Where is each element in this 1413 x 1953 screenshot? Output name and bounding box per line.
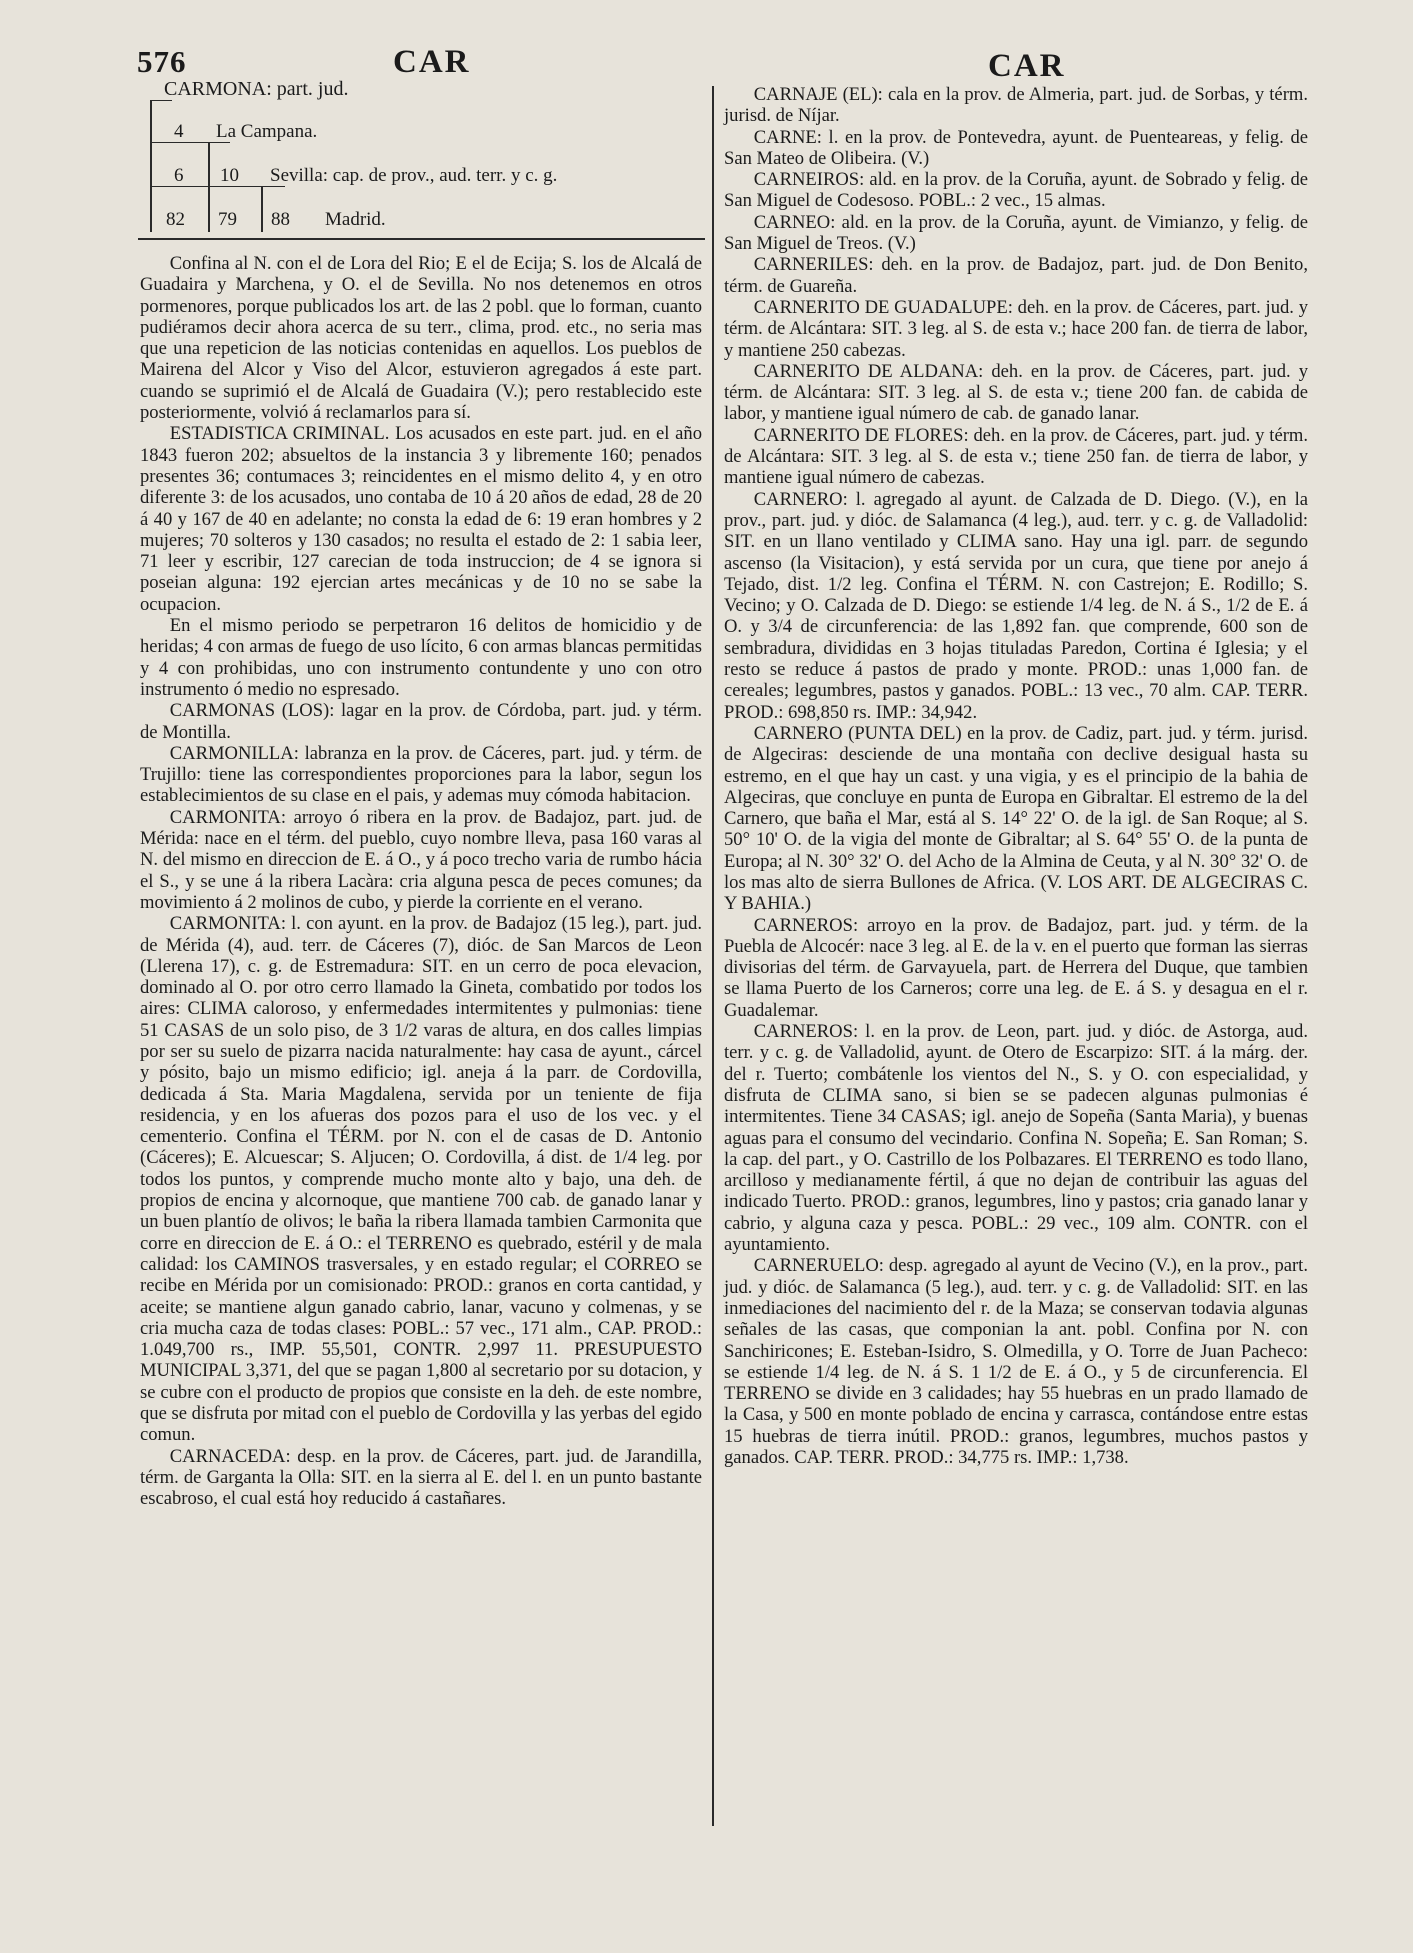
entry-paragraph: CARNEO: ald. en la prov. de la Coruña, ayunt. de Vimianzo, y felig. de San Miguel de Treos. (V.)	[724, 211, 1308, 255]
row2-number-1: 6	[174, 165, 184, 186]
row3-number-3: 88	[271, 209, 290, 230]
table-rule-v3	[261, 186, 263, 232]
entry-paragraph: CARNAJE (EL): cala en la prov. de Almeria, part. jud. de Sorbas, y térm. jurisd. de Níjar.	[724, 84, 1308, 127]
row1-number: 4	[174, 121, 184, 142]
table-rule-h1	[150, 100, 172, 101]
entry-paragraph: CARNERITO DE FLORES: deh. en la prov. de Cáceres, part. jud. y térm. de Alcántara: SIT. 3 leg. al S. de esta v.; tiene 250 fan. de tierra de labor, y mantiene igual número de cabezas.	[724, 424, 1308, 489]
entry-paragraph: CARMONILLA: labranza en la prov. de Cáceres, part. jud. y térm. de Trujillo: tiene las correspondientes proporciones para la labor, segun los establecimientos de su clase en el pais, y ademas muy cómoda habitacion.	[140, 742, 702, 807]
table-rule-v2	[208, 142, 210, 232]
left-heading: CAR	[393, 44, 471, 80]
right-heading: CAR	[988, 48, 1066, 84]
page-number: 576	[137, 44, 187, 79]
entry-paragraph: CARMONAS (LOS): lagar en la prov. de Córdoba, part. jud. y térm. de Montilla.	[140, 700, 702, 743]
entry-paragraph: ESTADISTICA CRIMINAL. Los acusados en este part. jud. en el año 1843 fueron 202; absueltos de la instancia 3 y libremente 160; penados presentes 36; contumaces 3; reincidentes en el mismo delito 4, y en otro diferente 3: de los acusados, uno contaba de 10 á 20 años de edad, 28 de 20 á 40 y 167 de 40 en adelante; no consta la edad de 6: 19 eran hombres y 2 mujeres; 70 solteros y 130 casados; no resulta el estado de 2: 1 sabia leer, 71 leer y escribir, 127 carecian de toda instruccion; de 4 se ignora si poseian alguna: 192 ejercian artes mecánicas y de 10 no se sabe la ocupacion.	[140, 423, 702, 615]
right-column	[724, 84, 1308, 1468]
row1-name: La Campana.	[216, 121, 318, 142]
entry-paragraph: CARNE: l. en la prov. de Pontevedra, ayunt. de Puenteareas, y felig. de San Mateo de Olibeira. (V.)	[724, 126, 1308, 169]
table-title: CARMONA: part. jud.	[164, 78, 349, 100]
entry-paragraph: CARNERO (PUNTA DEL) en la prov. de Cadiz, part. jud. y térm. jurisd. de Algeciras: desciende de una montaña con declive desigual hasta su estremo, en el que hay un cast. y una vigia, y es el principio de la bahia de Algeciras, que concluye en punta de Europa en Gibraltar. El estremo de la del Carnero, que baña el Mar, está al S. 14° 22' O. de la igl. de San Roque; al S. 50° 10' O. de la vigia del monte de Gibraltar; al S. 64° 55' O. de la punta de Europa; al N. 30° 32' O. del Acho de la Almina de Ceuta, y al N. 30° 32' O. de los mas alto de sierra Bullones de Africa. (V. LOS ART. DE ALGECIRAS C. Y BAHIA.)	[724, 722, 1308, 915]
table-bottom-rule	[138, 238, 705, 240]
entry-paragraph: CARNEROS: l. en la prov. de Leon, part. jud. y dióc. de Astorga, aud. terr. y c. g. de Valladolid, ayunt. de Otero de Escarpizo: SIT. á la márg. der. del r. Tuerto; combátenle los vientos del N., S. y O. con especialidad, y disfruta de CLIMA sano, si bien se se padecen algunas pulmonias é intermitentes. Tiene 34 CASAS; igl. anejo de Sopeña (Santa Maria), y buenas aguas para el consumo del vecindario. Confina N. Sopeña; E. San Roman; S. la cap. del part., y O. Castrillo de los Polbazares. El TERRENO es todo llano, arcilloso y medianamente fértil, á que no dejan de contribuir las aguas del indicado Tuerto. PROD.: granos, legumbres, lino y pastos; cria ganado lanar y cabrio, y alguna caza y pesca. POBL.: 29 vec., 109 alm. CONTR. con el ayuntamiento.	[724, 1021, 1308, 1256]
column-divider	[712, 86, 714, 1826]
entry-paragraph: CARNEROS: arroyo en la prov. de Badajoz, part. jud. y térm. de la Puebla de Alcocér: nace 3 leg. al E. de la v. en el puerto que forman las sierras divisorias del térm. de Garvayuela, part. de Herrera del Duque, que tambien se llama Puerto de los Carneros; corre una leg. de E. á S. y desagua en el r. Guadalemar.	[724, 914, 1308, 1021]
entry-paragraph: CARMONITA: l. con ayunt. en la prov. de Badajoz (15 leg.), part. jud. de Mérida (4), aud. terr. de Cáceres (7), dióc. de San Marcos de Leon (Llerena 17), c. g. de Estremadura: SIT. en un cerro de poca elevacion, dominado al O. por otro cerro llamado la Gineta, combatido por todos los aires: CLIMA caloroso, y enfermedades intermitentes y pulmonias: tiene 51 CASAS de un solo piso, de 3 1/2 varas de altura, en dos calles limpias por ser su suelo de pizarra nacida naturalmente: hay casa de ayunt., cárcel y pósito, bajo un mismo edificio; igl. aneja á la parr. de Cordovilla, dedicada á Sta. Maria Magdalena, servida por un teniente de fija residencia, y en los afueras dos pozos para el uso de los vec. y el cementerio. Confina el TÉRM. por N. con el de casas de D. Antonio (Cáceres); E. Alcuescar; S. Aljucen; O. Cordovilla, á dist. de 1/4 leg. por todos los puntos, y comprende mucho monte alto y bajo, una deh. de propios de encina y alcornoque, que mantiene 700 cab. de ganado lanar y un buen plantío de olivos; le baña la ribera llamada tambien Carmonita que corre en direccion de E. á O.: el TERRENO es quebrado, estéril y de mala calidad: los CAMINOS trasversales, y en estado regular; el CORREO se recibe en Mérida por un comisionado: PROD.: granos en corta cantidad, y aceite; se mantiene algun ganado cabrio, lanar, vacuno y colmenas, y se cria mucha caza de todas clases: POBL.: 57 vec., 171 alm., CAP. PROD.: 1.049,700 rs., IMP. 55,501, CONTR. 2,997 11. PRESUPUESTO MUNICIPAL 3,371, del que se pagan 1,800 al secretario por su dotacion, y se cubre con el producto de propios que consiste en la deh. de este nombre, que se disfruta por mitad con el pueblo de Cordovilla y las yerbas del egido comun.	[140, 913, 702, 1446]
table-rule-v1	[150, 100, 152, 232]
row2-name: Sevilla: cap. de prov., aud. terr. y c. g.	[270, 165, 558, 186]
row3-name: Madrid.	[325, 209, 386, 230]
entry-paragraph: En el mismo periodo se perpetraron 16 delitos de homicidio y de heridas; 4 con armas de fuego de uso lícito, 6 con armas blancas permitidas y 4 con prohibidas, uno con instrumento contundente y uno con otro instrumento ó medio no espresado.	[140, 615, 702, 700]
table-rule-h3	[150, 186, 285, 187]
entry-paragraph: CARNACEDA: desp. en la prov. de Cáceres, part. jud. de Jarandilla, térm. de Garganta la Olla: SIT. en la sierra al E. del l. en un punto bastante escabroso, el cual está hoy reducido á castañares.	[140, 1445, 702, 1510]
entry-paragraph: Confina al N. con el de Lora del Rio; E el de Ecija; S. los de Alcalá de Guadaira y Marchena, y O. el de Sevilla. No nos detenemos en otros pormenores, porque publicados los art. de las 2 pobl. que lo forman, cuanto pudiéramos decir ahora acerca de su terr., clima, prod. etc., no seria mas que una repeticion de las noticias contenidas en aquellos. Los pueblos de Mairena del Alcor y Viso del Alcor, estuvieron agregados á este part. cuando se suprimió el de Alcalá de Guadaira (V.); pero restablecido este posteriormente, volvió á reclamarlos para sí.	[140, 253, 702, 424]
entry-paragraph: CARNERITO DE ALDANA: deh. en la prov. de Cáceres, part. jud. y térm. de Alcántara: SIT. 3 leg. al S. de esta v.; tiene 200 fan. de cabida de labor, y mantiene igual número de cab. de ganado lanar.	[724, 360, 1308, 425]
row3-number-2: 79	[218, 209, 237, 230]
judicial-district-table	[140, 78, 705, 243]
entry-paragraph: CARNERUELO: desp. agregado al ayunt de Vecino (V.), en la prov., part. jud. y dióc. de Salamanca (5 leg.), aud. terr. y c. g. de Valladolid: SIT. en las inmediaciones del nacimiento del r. de la Maza; se conservan todavia algunas señales de las casas, que componian la ant. pobl. Confina por N. con Sanchiricones; E. Esteban-Isidro, S. Olmedilla, y O. Torre de Juan Pacheco: se estiende 1/4 leg. de N. á S. 1 1/2 de E. á O., y 5 de circunferencia. El TERRENO se divide en 3 calidades; hay 55 huebras en un prado llamado de la Casa, y 500 en monte poblado de encina y carrasca, contándose entre estas 15 huebras de tierra inútil. PROD.: granos, legumbres, muchos pastos y ganados. CAP. TERR. PROD.: 34,775 rs. IMP.: 1,738.	[724, 1255, 1308, 1468]
entry-paragraph: CARNEIROS: ald. en la prov. de la Coruña, ayunt. de Sobrado y felig. de San Miguel de Codesoso. POBL.: 2 vec., 15 almas.	[724, 169, 1308, 212]
entry-paragraph: CARMONITA: arroyo ó ribera en la prov. de Badajoz, part. jud. de Mérida: nace en el térm. del pueblo, cuyo nombre lleva, pasa 160 varas al N. del mismo en direccion de E. á O., y á poco trecho varia de rumbo hácia el S., y se une á la ribera Lacàra: cria alguna pesca de peces comunes; da movimiento á 2 molinos de cubo, y pierde la corriente en el verano.	[140, 806, 702, 913]
entry-paragraph: CARNERO: l. agregado al ayunt. de Calzada de D. Diego. (V.), en la prov., part. jud. y dióc. de Salamanca (4 leg.), aud. terr. y c. g. de Valladolid: SIT. en un llano ventilado y CLIMA sano. Hay una igl. parr. de segundo ascenso (la Visitacion), y está servida por un cura, que tiene por anejo á Tejado, dist. 1/2 leg. Confina el TÉRM. N. con Castrejon; E. Rodillo; S. Vecino; y O. Calzada de D. Diego: se estiende 1/4 leg. de N. á S., 1/2 de E. á O. y 3/4 de circunferencia: de las 1,892 fan. que comprende, 600 son de sembradura, divididas en 3 hojas tituladas Paredon, Cortina é Iglesia; y el resto se reduce á pastos de prado y monte. PROD.: unas 1,000 fan. de cereales; legumbres, pastos y ganados. POBL.: 13 vec., 70 alm. CAP. TERR. PROD.: 698,850 rs. IMP.: 34,942.	[724, 488, 1308, 723]
left-column	[140, 253, 702, 1510]
row3-number-1: 82	[166, 209, 185, 230]
entry-paragraph: CARNERILES: deh. en la prov. de Badajoz, part. jud. de Don Benito, térm. de Guareña.	[724, 254, 1308, 297]
row2-number-2: 10	[220, 165, 239, 186]
entry-paragraph: CARNERITO DE GUADALUPE: deh. en la prov. de Cáceres, part. jud. y térm. de Alcántara: SIT. 3 leg. al S. de esta v.; hace 200 fan. de tierra de labor, y mantiene 250 cabezas.	[724, 296, 1308, 361]
